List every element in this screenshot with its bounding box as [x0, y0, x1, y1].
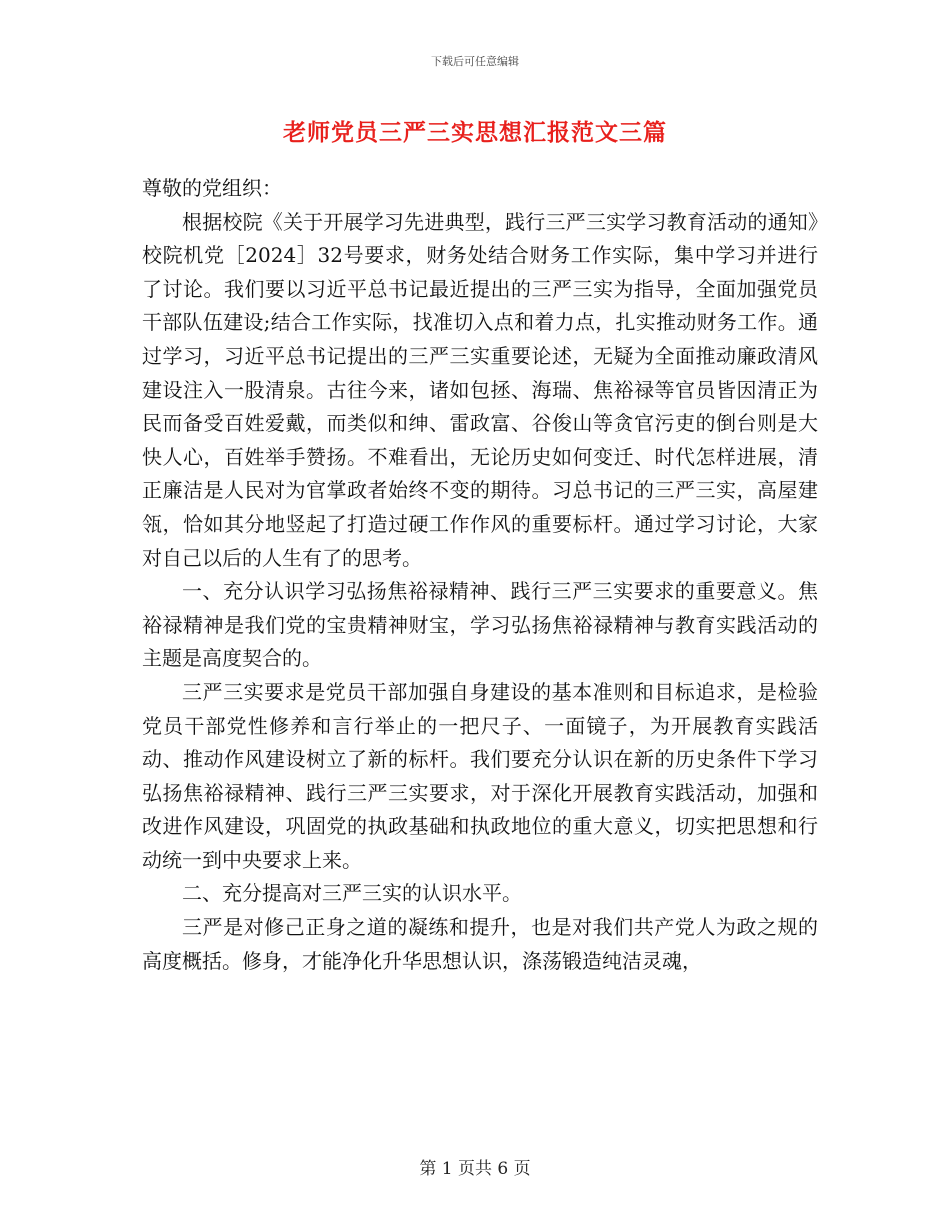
paragraph-2: 一、充分认识学习弘扬焦裕禄精神、践行三严三实要求的重要意义。焦裕禄精神是我们党的宝贵精神财宝，学习弘扬焦裕禄精神与教育实践活动的主题是高度契合的。 [142, 579, 818, 671]
salutation: 尊敬的党组织： [142, 176, 282, 200]
paragraph-4: 二、充分提高对三严三实的认识水平。 [182, 881, 522, 906]
paragraph-3: 三严三实要求是党员干部加强自身建设的基本准则和目标追求，是检验党员干部党性修养和言行举止的一把尺子、一面镜子，为开展教育实践活动、推动作风建设树立了新的标杆。我们要充分认识在新的历史条件下学习弘扬焦裕禄精神、践行三严三实要求，对于深化开展教育实践活动，加强和改进作风建设，巩固党的执政基础和执政地位的重大意义，切实把思想和行动统一到中央要求上来。 [142, 679, 818, 872]
document-body [142, 172, 818, 978]
header-note: 下载后可任意编辑 [431, 55, 519, 68]
paragraph-5: 三严是对修己正身之道的凝练和提升，也是对我们共产党人为政之规的高度概括。修身，才能净化升华思想认识，涤荡锻造纯洁灵魂， [142, 915, 818, 973]
document-title: 老师党员三严三实思想汇报范文三篇 [283, 119, 667, 146]
page-footer: 第 1 页共 6 页 [419, 1159, 531, 1179]
paragraph-1: 根据校院《关于开展学习先进典型，践行三严三实学习教育活动的通知》校院机党［2024］32号要求，财务处结合财务工作实际，集中学习并进行了讨论。我们要以习近平总书记最近提出的三严三实为指导，全面加强党员干部队伍建设;结合工作实际，找准切入点和着力点，扎实推动财务工作。通过学习，习近平总书记提出的三严三实重要论述，无疑为全面推动廉政清风建设注入一股清泉。古往今来，诸如包拯、海瑞、焦裕禄等官员皆因清正为民而备受百姓爱戴，而类似和绅、雷政富、谷俊山等贪官污吏的倒台则是大快人心，百姓举手赞扬。不难看出，无论历史如何变迁、时代怎样进展，清正廉洁是人民对为官掌政者始终不变的期待。习总书记的三严三实，高屋建瓴，恰如其分地竖起了打造过硬工作作风的重要标杆。通过学习讨论，大家对自己以后的人生有了的思考。 [142, 209, 818, 570]
